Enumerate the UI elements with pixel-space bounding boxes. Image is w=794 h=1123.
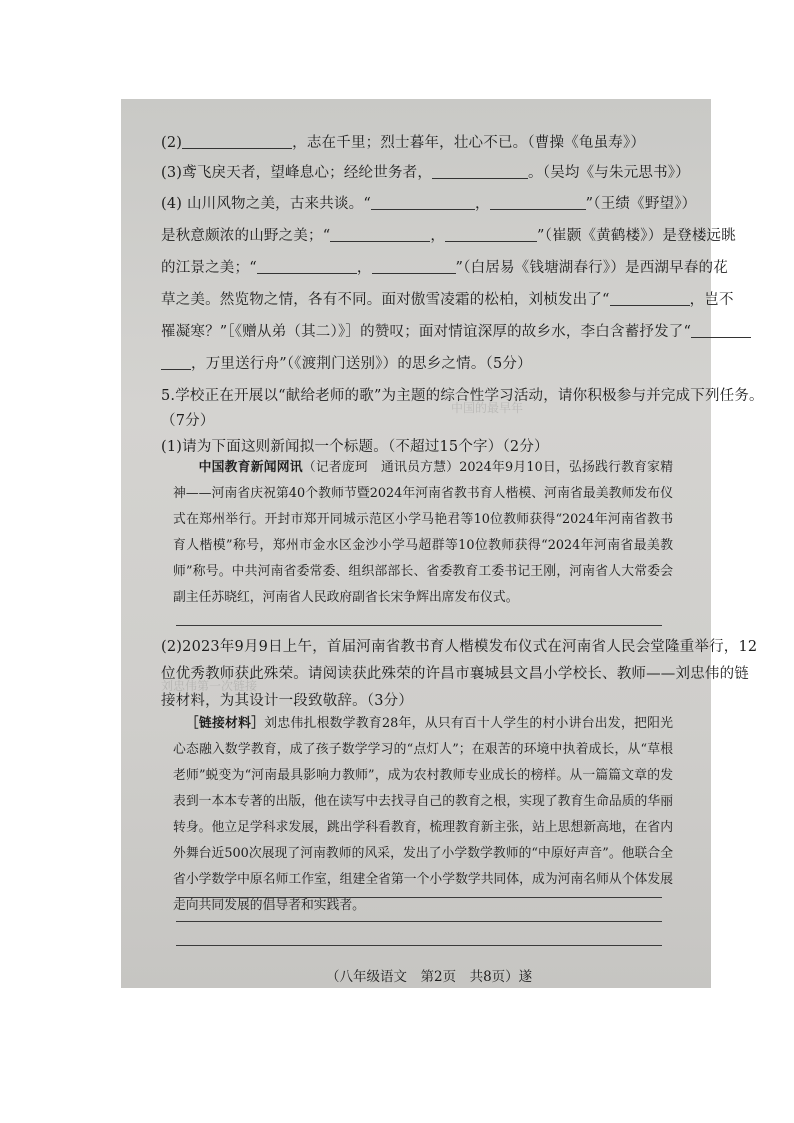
q4-item-4-line-3 (161, 256, 728, 277)
item-text: ，岂不 (689, 292, 734, 308)
item-text: ， (430, 228, 446, 244)
link-label: ［链接材料］ (185, 716, 265, 731)
item-text: ， (356, 260, 372, 276)
item-text: (4) 山川风物之美，古来共谈。“ (161, 196, 371, 212)
item-text: 罹凝寒？”［《赠从弟（其二）》］的赞叹；面对情谊深厚的故乡水，李白含蓄抒发了“ (161, 324, 692, 340)
answer-blank[interactable] (610, 291, 690, 306)
answer-blank[interactable] (182, 134, 292, 149)
item-text: ”（王绩《野望》） (585, 196, 697, 212)
item-text-left: (3)鸢飞戾天者，望峰息心；经纶世务者， (161, 165, 433, 181)
exam-page (121, 99, 764, 988)
link-material (173, 711, 673, 919)
q5-stem: 5.学校正在开展以“献给老师的歌”为主题的综合性学习活动，请你积极参与并完成下列任务。 (161, 388, 764, 404)
answer-blank[interactable] (445, 227, 537, 242)
link-body: 刘忠伟扎根数学教育28年，从只有百十人学生的村小讲台出发，把阳光心态融入数学教育，成了孩子数学学习的“点灯人”；在艰苦的环境中执着成长，从“草根老师”蜕变为“河南最具影响力教师”，成为农村教师专业成长的榜样。从一篇篇文章的发表到一本本专著的出版，他在读写中去找寻自己的教育之根，实现了教育生命品质的华丽转身。他立足学科求发展，跳出学科看教育，梳理教育新主张，站上思想新高地，在省内外舞台近500次展现了河南教师的风采，发出了小学数学教师的“中原好声音”。他联合全省小学数学中原名师工作室，组建全省第一个小学数学共同体，成为河南名师从个体发展走向共同发展的倡导者和实践者。 (173, 716, 673, 913)
q4-item-4-line-4 (161, 288, 734, 309)
q4-item-4-line-2 (161, 224, 736, 245)
news-passage (173, 455, 673, 611)
answer-blank[interactable] (371, 195, 475, 210)
item-text: ，万里送行舟”（《渡荆门送别》）的思乡之情。（5分） (191, 356, 532, 372)
answer-blank[interactable] (691, 323, 751, 338)
q5-sub-2-line-1: (2)2023年9月9日上午，首届河南省教书育人楷模发布仪式在河南省人民会堂隆重举行，12 (161, 639, 758, 655)
answer-line[interactable] (176, 921, 662, 922)
page-footer: （八年级语文 第2页 共8页）遂 (326, 969, 533, 985)
q5-sub-2-line-3: 接材料，为其设计一段致敬辞。（3分） (161, 693, 414, 709)
q4-item-2 (161, 131, 645, 152)
q5-sub-2-line-2: 位优秀教师获此殊荣。请阅读获此殊荣的许昌市襄城县文昌小学校长、教师——刘忠伟的链 (161, 666, 749, 682)
item-text-right: 。（吴均《与朱元思书》） (528, 165, 690, 181)
q4-item-4-line-1 (161, 192, 696, 213)
answer-blank[interactable] (257, 259, 357, 274)
item-text: ”（崔颢《黄鹤楼》）是登楼远眺 (537, 228, 736, 244)
answer-blank[interactable] (161, 355, 191, 370)
item-text: ，志在千里；烈士暮年，壮心不已。（曹操《龟虽寿》） (292, 135, 646, 151)
news-reporter: （记者庞珂 通讯员方慧） (302, 460, 460, 475)
item-text: 是秋意颇浓的山野之美；“ (161, 228, 331, 244)
news-body: 2024年9月10日，弘扬践行教育家精神——河南省庆祝第40个教师节暨2024年河南省教书育人楷模、河南省最美教师发布仪式在郑州举行。开封市郑开同城示范区小学马艳君等10位教师获得“2024年河南省教书育人楷模”称号，郑州市金水区金沙小学马超群等10位教师获得“2024年河南省最美教师”称号。中共河南省委常委、组织部部长、省委教育工委书记王刚，河南省人大常委会副主任苏晓红，河南省人民政府副省长宋争辉出席发布仪式。 (173, 460, 674, 605)
answer-blank[interactable] (372, 259, 456, 274)
bleed-through-text: 中国的最早年 (451, 401, 524, 415)
q4-item-4-line-6 (161, 352, 532, 373)
item-text: 草之美。然览物之情，各有不同。面对傲雪凌霜的松柏，刘桢发出了“ (161, 292, 610, 308)
news-lead: 中国教育新闻网讯 (198, 460, 303, 475)
answer-blank[interactable] (330, 227, 430, 242)
answer-line[interactable] (176, 625, 662, 626)
q4-item-3 (161, 161, 690, 182)
item-number: (2) (161, 135, 183, 151)
answer-line[interactable] (176, 945, 662, 946)
answer-blank[interactable] (432, 164, 528, 179)
q5-stem-score: （7分） (161, 413, 215, 429)
q4-item-4-line-5 (161, 320, 751, 341)
bleed-through-text: 刘忠伟第一次链接 (161, 679, 258, 693)
item-text: 的江景之美；“ (161, 260, 257, 276)
answer-line[interactable] (176, 897, 662, 898)
item-text: ， (474, 196, 490, 212)
q5-sub-1: (1)请为下面这则新闻拟一个标题。（不超过15个字）（2分） (161, 439, 549, 455)
answer-blank[interactable] (490, 195, 586, 210)
item-text: ”（白居易《钱塘湖春行》）是西湖早春的花 (455, 260, 728, 276)
